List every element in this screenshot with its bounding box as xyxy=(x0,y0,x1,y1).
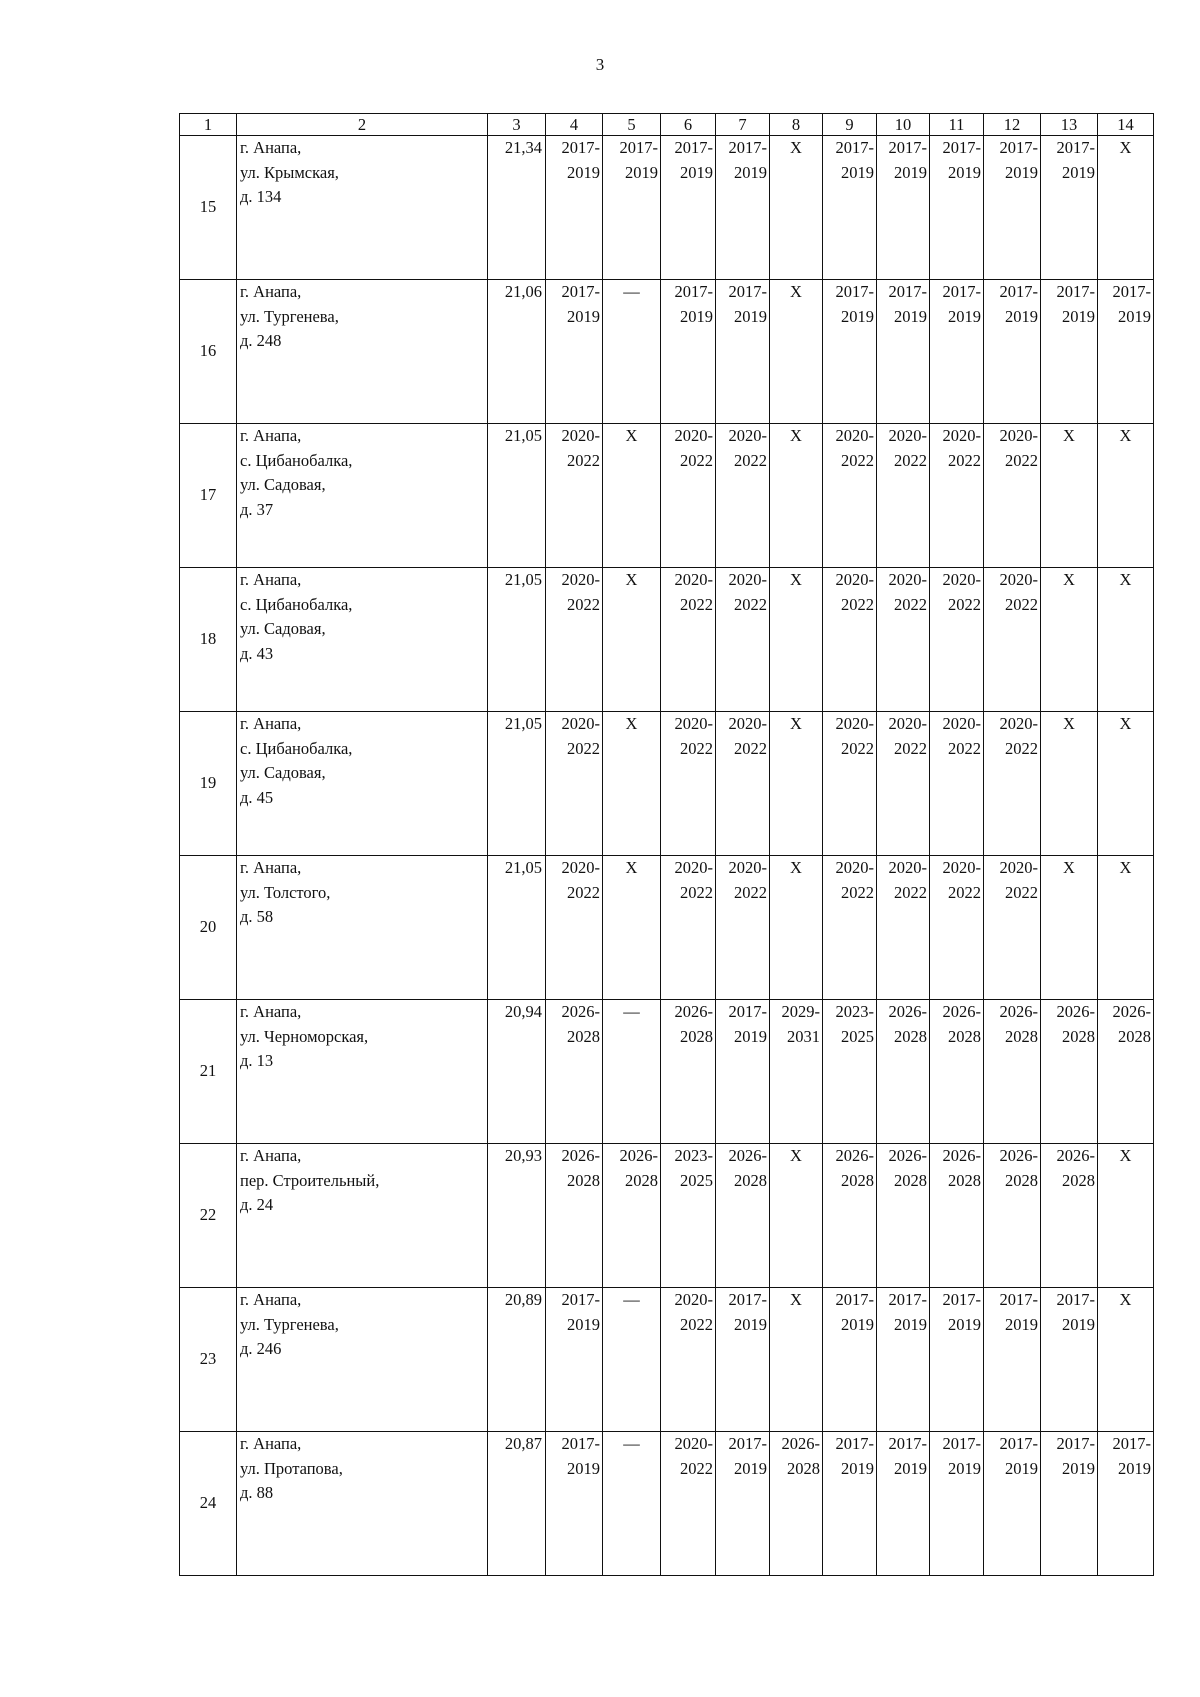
period-cell: 2026- 2028 xyxy=(984,1144,1041,1288)
address-line: д. 134 xyxy=(240,187,282,206)
period-cell: 2026- 2028 xyxy=(716,1144,770,1288)
address-line: д. 45 xyxy=(240,787,274,807)
period-cell xyxy=(1041,712,1098,856)
period-cell: 2017- 2019 xyxy=(546,1432,603,1576)
period-cell xyxy=(1098,712,1154,856)
period-cell xyxy=(603,856,661,1000)
value-cell: 21,05 xyxy=(488,712,546,856)
row-number: 23 xyxy=(180,1288,237,1432)
x-mark: Х xyxy=(1119,1146,1132,1165)
period-cell: 2023- 2025 xyxy=(823,1000,877,1144)
address-line: д. 37 xyxy=(240,499,274,519)
row-number: 19 xyxy=(180,712,237,856)
x-mark: Х xyxy=(1119,714,1132,733)
address-cell xyxy=(237,856,488,1000)
address-cell xyxy=(237,136,488,280)
period-cell: 2017- 2019 xyxy=(1098,1432,1154,1576)
period-cell xyxy=(603,568,661,712)
period-cell xyxy=(603,1288,661,1432)
x-mark: Х xyxy=(1119,570,1132,589)
x-mark: Х xyxy=(790,1290,802,1309)
row-number: 24 xyxy=(180,1432,237,1576)
table-row xyxy=(180,1000,1154,1144)
x-mark: Х xyxy=(1063,426,1075,445)
address-line: ул. Протапова, xyxy=(240,1458,343,1478)
period-cell xyxy=(603,1000,661,1144)
row-number: 17 xyxy=(180,424,237,568)
period-cell: 2020- 2022 xyxy=(823,712,877,856)
period-cell: 2017- 2019 xyxy=(716,1432,770,1576)
row-number: 22 xyxy=(180,1144,237,1288)
row-number: 15 xyxy=(180,136,237,280)
x-mark: Х xyxy=(1119,426,1132,445)
period-cell: 2026- 2028 xyxy=(1098,1000,1154,1144)
x-mark: Х xyxy=(1063,714,1075,733)
x-mark: Х xyxy=(1063,570,1075,589)
period-cell: 2017- 2019 xyxy=(984,1288,1041,1432)
address-cell xyxy=(237,1144,488,1288)
column-header: 4 xyxy=(546,114,603,136)
period-cell: 2020- 2022 xyxy=(661,1288,716,1432)
address-line: д. 88 xyxy=(240,1483,274,1502)
period-cell: 2023- 2025 xyxy=(661,1144,716,1288)
address-cell xyxy=(237,424,488,568)
period-cell: 2020- 2022 xyxy=(661,1432,716,1576)
x-mark: Х xyxy=(1119,1290,1132,1309)
period-cell: 2020- 2022 xyxy=(823,424,877,568)
column-header: 6 xyxy=(661,114,716,136)
period-cell: 2026- 2028 xyxy=(877,1000,930,1144)
address-line: г. Анапа, xyxy=(240,858,302,877)
period-cell xyxy=(603,280,661,424)
period-cell: 2020- 2022 xyxy=(661,712,716,856)
period-cell: 2020- 2022 xyxy=(661,424,716,568)
period-cell: 2017- 2019 xyxy=(661,280,716,424)
address-line: д. 43 xyxy=(240,643,274,663)
period-cell: 2017- 2019 xyxy=(823,280,877,424)
address-cell xyxy=(237,568,488,712)
address-line: д. 248 xyxy=(240,331,282,350)
table-row xyxy=(180,280,1154,424)
period-cell xyxy=(1098,424,1154,568)
period-cell: 2017- 2019 xyxy=(716,136,770,280)
address-line: ул. Садовая, xyxy=(240,763,326,782)
address-line: г. Анапа, xyxy=(240,138,302,157)
address-line: г. Анапа, xyxy=(240,570,302,589)
x-mark: Х xyxy=(790,1146,802,1165)
period-cell: 2017- 2019 xyxy=(930,280,984,424)
column-header: 7 xyxy=(716,114,770,136)
period-cell: 2017- 2019 xyxy=(877,136,930,280)
period-cell xyxy=(603,1432,661,1576)
dash-mark: — xyxy=(623,1434,640,1453)
period-cell: 2020- 2022 xyxy=(661,856,716,1000)
value-cell: 20,94 xyxy=(488,1000,546,1144)
period-cell: 2020- 2022 xyxy=(546,856,603,1000)
header-row xyxy=(180,114,1154,136)
value-cell: 21,05 xyxy=(488,856,546,1000)
table-row xyxy=(180,568,1154,712)
period-cell: 2020- 2022 xyxy=(984,856,1041,1000)
address-cell xyxy=(237,280,488,424)
address-line: д. 246 xyxy=(240,1339,282,1358)
period-cell: 2020- 2022 xyxy=(716,712,770,856)
address-line: г. Анапа, xyxy=(240,1290,302,1309)
period-cell: 2017- 2019 xyxy=(1041,1432,1098,1576)
address-line: д. 24 xyxy=(240,1195,274,1214)
period-cell: 2020- 2022 xyxy=(930,856,984,1000)
table-row xyxy=(180,1432,1154,1576)
value-cell: 20,87 xyxy=(488,1432,546,1576)
period-cell: 2029- 2031 xyxy=(770,1000,823,1144)
period-cell: 2017- 2019 xyxy=(546,1288,603,1432)
period-cell: 2026- 2028 xyxy=(770,1432,823,1576)
table-row xyxy=(180,712,1154,856)
dash-mark: — xyxy=(623,282,640,301)
address-line: ул. Тургенева, xyxy=(240,306,339,326)
x-mark: Х xyxy=(790,570,802,589)
period-cell: 2020- 2022 xyxy=(984,568,1041,712)
address-line: ул. Садовая, xyxy=(240,475,326,494)
value-cell: 21,34 xyxy=(488,136,546,280)
period-cell: 2017- 2019 xyxy=(1041,1288,1098,1432)
period-cell xyxy=(770,1288,823,1432)
column-header: 11 xyxy=(930,114,984,136)
schedule-table xyxy=(179,113,1154,1576)
x-mark: Х xyxy=(1063,858,1075,877)
period-cell: 2020- 2022 xyxy=(930,424,984,568)
period-cell: 2020- 2022 xyxy=(877,856,930,1000)
period-cell: 2020- 2022 xyxy=(930,712,984,856)
period-cell: 2020- 2022 xyxy=(984,424,1041,568)
period-cell xyxy=(1041,424,1098,568)
period-cell: 2017- 2019 xyxy=(546,136,603,280)
period-cell xyxy=(770,1144,823,1288)
period-cell xyxy=(603,424,661,568)
period-cell xyxy=(770,712,823,856)
period-cell xyxy=(1098,136,1154,280)
address-line: г. Анапа, xyxy=(240,1146,302,1165)
column-header: 8 xyxy=(770,114,823,136)
period-cell: 2017- 2019 xyxy=(716,280,770,424)
period-cell: 2020- 2022 xyxy=(716,568,770,712)
period-cell: 2026- 2028 xyxy=(546,1000,603,1144)
period-cell: 2017- 2019 xyxy=(984,136,1041,280)
row-number: 20 xyxy=(180,856,237,1000)
table-row xyxy=(180,424,1154,568)
x-mark: Х xyxy=(790,714,802,733)
address-cell xyxy=(237,1432,488,1576)
period-cell: 2020- 2022 xyxy=(716,424,770,568)
period-cell: 2020- 2022 xyxy=(546,568,603,712)
column-header: 13 xyxy=(1041,114,1098,136)
period-cell xyxy=(1041,568,1098,712)
x-mark: Х xyxy=(625,714,638,733)
value-cell: 21,05 xyxy=(488,424,546,568)
page-number: 3 xyxy=(595,55,605,74)
period-cell: 2020- 2022 xyxy=(930,568,984,712)
x-mark: Х xyxy=(625,858,638,877)
period-cell: 2020- 2022 xyxy=(546,712,603,856)
address-line: г. Анапа, xyxy=(240,1002,302,1021)
period-cell: 2017- 2019 xyxy=(716,1000,770,1144)
address-line: д. 58 xyxy=(240,907,274,926)
x-mark: Х xyxy=(625,570,638,589)
column-header: 10 xyxy=(877,114,930,136)
column-header: 12 xyxy=(984,114,1041,136)
period-cell: 2017- 2019 xyxy=(661,136,716,280)
period-cell xyxy=(1098,568,1154,712)
dash-mark: — xyxy=(623,1290,640,1309)
period-cell: 2026- 2028 xyxy=(930,1000,984,1144)
column-header: 5 xyxy=(603,114,661,136)
period-cell: 2020- 2022 xyxy=(823,568,877,712)
period-cell xyxy=(770,568,823,712)
period-cell: 2020- 2022 xyxy=(823,856,877,1000)
period-cell: 2026- 2028 xyxy=(1041,1144,1098,1288)
period-cell: 2017- 2019 xyxy=(877,1288,930,1432)
address-cell xyxy=(237,1288,488,1432)
period-cell: 2020- 2022 xyxy=(877,712,930,856)
period-cell xyxy=(1098,856,1154,1000)
period-cell: 2026- 2028 xyxy=(1041,1000,1098,1144)
period-cell: 2026- 2028 xyxy=(603,1144,661,1288)
address-line: с. Цибанобалка, xyxy=(240,450,353,470)
period-cell: 2017- 2019 xyxy=(1098,280,1154,424)
period-cell: 2026- 2028 xyxy=(877,1144,930,1288)
period-cell: 2026- 2028 xyxy=(661,1000,716,1144)
period-cell: 2020- 2022 xyxy=(716,856,770,1000)
column-header: 9 xyxy=(823,114,877,136)
period-cell xyxy=(770,280,823,424)
period-cell: 2017- 2019 xyxy=(716,1288,770,1432)
address-line: г. Анапа, xyxy=(240,714,302,733)
period-cell: 2026- 2028 xyxy=(823,1144,877,1288)
column-header: 3 xyxy=(488,114,546,136)
x-mark: Х xyxy=(1119,138,1132,157)
period-cell: 2017- 2019 xyxy=(603,136,661,280)
address-cell xyxy=(237,712,488,856)
period-cell: 2017- 2019 xyxy=(823,136,877,280)
address-line: ул. Крымская, xyxy=(240,162,339,182)
address-line: ул. Черноморская, xyxy=(240,1026,369,1046)
value-cell: 21,05 xyxy=(488,568,546,712)
period-cell xyxy=(1098,1144,1154,1288)
period-cell xyxy=(1098,1288,1154,1432)
period-cell xyxy=(770,424,823,568)
period-cell: 2017- 2019 xyxy=(1041,280,1098,424)
x-mark: Х xyxy=(790,282,802,301)
address-line: г. Анапа, xyxy=(240,282,302,301)
period-cell xyxy=(770,136,823,280)
value-cell: 21,06 xyxy=(488,280,546,424)
period-cell: 2020- 2022 xyxy=(546,424,603,568)
period-cell: 2017- 2019 xyxy=(877,1432,930,1576)
address-line: ул. Садовая, xyxy=(240,619,326,638)
period-cell: 2017- 2019 xyxy=(930,1432,984,1576)
period-cell: 2026- 2028 xyxy=(930,1144,984,1288)
table-row xyxy=(180,136,1154,280)
period-cell xyxy=(1041,856,1098,1000)
row-number: 16 xyxy=(180,280,237,424)
period-cell: 2017- 2019 xyxy=(823,1432,877,1576)
address-line: г. Анапа, xyxy=(240,1434,302,1453)
address-line: ул. Толстого, xyxy=(240,882,331,902)
x-mark: Х xyxy=(790,138,802,157)
period-cell xyxy=(603,712,661,856)
table-row xyxy=(180,856,1154,1000)
value-cell: 20,89 xyxy=(488,1288,546,1432)
period-cell: 2017- 2019 xyxy=(1041,136,1098,280)
column-header: 2 xyxy=(237,114,488,136)
row-number: 21 xyxy=(180,1000,237,1144)
address-line: пер. Строительный, xyxy=(240,1170,380,1190)
address-cell xyxy=(237,1000,488,1144)
column-header: 14 xyxy=(1098,114,1154,136)
x-mark: Х xyxy=(790,426,802,445)
dash-mark: — xyxy=(623,1002,640,1021)
period-cell: 2017- 2019 xyxy=(930,1288,984,1432)
period-cell: 2017- 2019 xyxy=(823,1288,877,1432)
period-cell xyxy=(770,856,823,1000)
row-number: 18 xyxy=(180,568,237,712)
period-cell: 2017- 2019 xyxy=(984,1432,1041,1576)
period-cell: 2026- 2028 xyxy=(546,1144,603,1288)
period-cell: 2020- 2022 xyxy=(984,712,1041,856)
table-row xyxy=(180,1144,1154,1288)
period-cell: 2017- 2019 xyxy=(546,280,603,424)
table-body xyxy=(180,136,1154,1576)
address-line: с. Цибанобалка, xyxy=(240,594,353,614)
address-line: г. Анапа, xyxy=(240,426,302,445)
period-cell: 2017- 2019 xyxy=(930,136,984,280)
address-line: ул. Тургенева, xyxy=(240,1314,339,1334)
period-cell: 2020- 2022 xyxy=(661,568,716,712)
period-cell: 2020- 2022 xyxy=(877,424,930,568)
address-line: д. 13 xyxy=(240,1051,274,1070)
table-row xyxy=(180,1288,1154,1432)
value-cell: 20,93 xyxy=(488,1144,546,1288)
x-mark: Х xyxy=(1119,858,1132,877)
x-mark: Х xyxy=(625,426,638,445)
period-cell: 2017- 2019 xyxy=(877,280,930,424)
period-cell: 2017- 2019 xyxy=(984,280,1041,424)
period-cell: 2026- 2028 xyxy=(984,1000,1041,1144)
address-line: с. Цибанобалка, xyxy=(240,738,353,758)
x-mark: Х xyxy=(790,858,802,877)
column-header: 1 xyxy=(180,114,237,136)
period-cell: 2020- 2022 xyxy=(877,568,930,712)
